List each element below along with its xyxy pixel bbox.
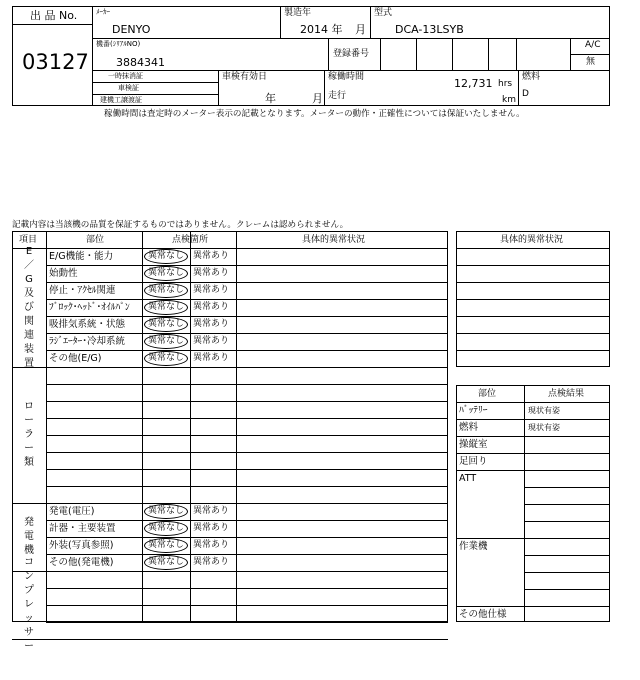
row-part-label: 吸排気系統・状態 [49, 319, 126, 330]
row-part-label: ﾌﾞﾛｯｸ･ﾍｯﾄﾞ･ｵｲﾙﾊﾟﾝ [49, 302, 130, 313]
ng-label: 異常あり [193, 557, 230, 567]
model-value: DCA-13LSYB [395, 23, 464, 36]
ok-circle-icon [144, 521, 188, 536]
hours-value: 12,731 [454, 77, 493, 90]
maker-value: DENYO [112, 23, 151, 36]
row-part-label: 始動性 [49, 268, 78, 279]
ok-mark: 異常なし [148, 302, 185, 312]
year-label: 製造年 [284, 8, 312, 18]
result-value: 現状有姿 [528, 406, 560, 415]
group-label: ローラー類 [24, 401, 34, 468]
table-row [46, 452, 448, 469]
result-col-result: 点検結果 [548, 389, 585, 399]
detail-row-line [456, 282, 610, 283]
cert-3: 建機工譲渡証 [100, 96, 142, 104]
ok-circle-icon [144, 283, 188, 298]
ok-mark: 異常なし [148, 268, 185, 278]
table-row [46, 571, 448, 588]
result-part-label: 燃料 [459, 422, 479, 433]
row-part-label: 計器・主要装置 [49, 523, 116, 534]
row-part-label: 発電(電圧) [49, 506, 95, 517]
row-part-label: 外装(写真参照) [49, 540, 114, 551]
table-row [46, 503, 448, 520]
detail-row-line [456, 299, 610, 300]
ok-mark: 異常なし [148, 319, 185, 329]
detail-row-line [456, 265, 610, 266]
ok-circle-icon [144, 504, 188, 519]
hours-label: 稼働時間 [328, 72, 365, 82]
ok-circle-icon [144, 538, 188, 553]
ng-label: 異常あり [193, 285, 230, 295]
result-part-label: 足回り [459, 456, 488, 467]
table-row [46, 384, 448, 401]
group-label: E／G及び関連装置 [24, 245, 34, 369]
km-unit: km [502, 95, 516, 105]
disclaimer: 記載内容は当該機の品質を保証するものではありません。クレームは認められません。 [12, 220, 349, 230]
reg-label: 登録番号 [333, 49, 370, 59]
inspection-month: 月 [312, 92, 323, 105]
result-part-label: ﾊﾞｯﾃﾘｰ [459, 405, 488, 416]
fuel-label: 燃料 [522, 72, 541, 82]
serial-label: 機番(ｼﾘｱﾙNO) [96, 40, 141, 48]
lot-no: 03127 [22, 50, 89, 74]
table-row [46, 588, 448, 605]
result-part-label: 操縦室 [459, 439, 488, 450]
table-row [46, 486, 448, 503]
ok-circle-icon [144, 334, 188, 349]
detail-row-line [456, 316, 610, 317]
ng-label: 異常あり [193, 523, 230, 533]
right-detail-header: 具体的異常状況 [500, 235, 564, 245]
year-value: 2014 年 [300, 23, 343, 36]
ng-label: 異常あり [193, 319, 230, 329]
table-row [46, 622, 448, 639]
ok-mark: 異常なし [148, 336, 185, 346]
table-row [46, 401, 448, 418]
ng-label: 異常あり [193, 353, 230, 363]
ng-label: 異常あり [193, 506, 230, 516]
ng-label: 異常あり [193, 268, 230, 278]
row-part-label: ﾗｼﾞｴｰﾀｰ･冷却系統 [49, 336, 126, 347]
col-detail-header: 具体的異常状況 [302, 235, 366, 245]
group-label: コンプレッサー [24, 557, 34, 652]
maker-label: ﾒｰｶｰ [96, 8, 110, 16]
ok-circle-icon [144, 351, 188, 366]
row-part-label: E/G機能・能力 [49, 251, 114, 262]
table-row [46, 469, 448, 486]
ng-label: 異常あり [193, 251, 230, 261]
row-part-label: 停止・ｱｸｾﾙ関連 [49, 285, 116, 296]
inspection-year: 年 [265, 92, 276, 105]
ng-label: 異常あり [193, 302, 230, 312]
result-part-label: 作業機 [459, 541, 488, 552]
ok-circle-icon [144, 300, 188, 315]
inspection-label: 車検有効日 [222, 72, 268, 82]
ac-label: A/C [585, 40, 601, 50]
table-row [46, 435, 448, 452]
table-row [46, 418, 448, 435]
km-label: 走行 [328, 91, 347, 101]
ok-circle-icon [144, 317, 188, 332]
row-part-label: その他(E/G) [49, 353, 102, 364]
table-row [46, 605, 448, 622]
result-value: 現状有姿 [528, 423, 560, 432]
detail-row-line [456, 333, 610, 334]
cert-2: 車検証 [118, 84, 139, 92]
result-part-label: その他仕様 [459, 609, 507, 620]
lot-no-label: 出 品 No. [30, 9, 78, 22]
fuel-value: D [522, 89, 529, 99]
col-part-header: 部位 [86, 235, 105, 245]
serial-value: 3884341 [116, 56, 165, 69]
col-check-header: 点検箇所 [172, 235, 209, 245]
model-label: 型式 [374, 8, 393, 18]
hours-unit: hrs [498, 79, 513, 89]
ok-circle-icon [144, 555, 188, 570]
year-month: 月 [355, 23, 366, 36]
ok-mark: 異常なし [148, 523, 185, 533]
ok-circle-icon [144, 266, 188, 281]
ok-mark: 異常なし [148, 353, 185, 363]
row-part-label: その他(発電機) [49, 557, 114, 568]
ok-mark: 異常なし [148, 285, 185, 295]
result-col-part: 部位 [478, 389, 497, 399]
table-row [46, 265, 448, 282]
hours-note: 稼働時間は査定時のメーター表示の記載となります。メーターの動作・正確性については保証いたしません。 [104, 109, 525, 119]
ok-mark: 異常なし [148, 251, 185, 261]
group-label: 発電機 [24, 517, 34, 556]
detail-row-line [456, 350, 610, 351]
table-row [46, 367, 448, 384]
detail-row-line [456, 248, 610, 249]
col-item-header: 項目 [19, 235, 38, 245]
ok-mark: 異常なし [148, 557, 185, 567]
ng-label: 異常あり [193, 540, 230, 550]
ok-mark: 異常なし [148, 506, 185, 516]
cert-1: 一時抹消証 [108, 72, 143, 80]
result-part-label: ATT [459, 473, 477, 484]
table-row [46, 350, 448, 367]
ok-mark: 異常なし [148, 540, 185, 550]
header-box [12, 6, 610, 106]
ok-circle-icon [144, 249, 188, 264]
ng-label: 異常あり [193, 336, 230, 346]
ac-value: 無 [586, 57, 596, 67]
